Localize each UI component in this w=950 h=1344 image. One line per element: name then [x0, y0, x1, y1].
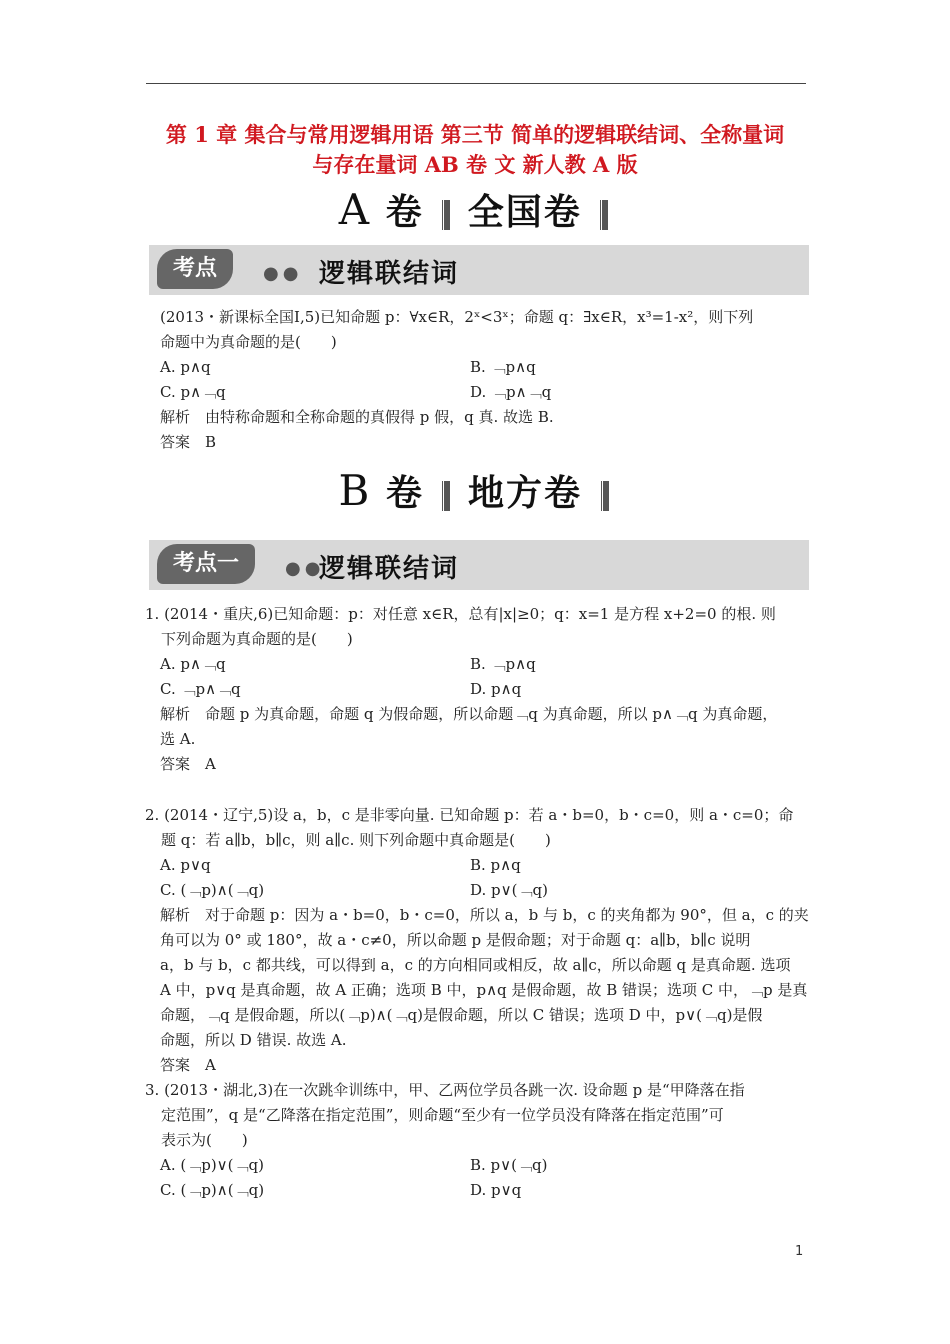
banner-dots: ●● [263, 263, 303, 284]
analysis [160, 702, 820, 752]
question-stem-line: 2. (2014・辽宁,5)设 a，b，c 是非零向量. 已知命题 p：若 a・b=0，b・c=0，则 a・c=0；命 [145, 806, 794, 824]
option-b: B. p∧q [470, 856, 521, 874]
question-stem-line: 定范围”，q 是“乙降落在指定范围”，则命题“至少有一位学员没有降落在指定范围”可 [161, 1106, 724, 1124]
question-stem-line: 命题中为真命题的是( ) [160, 333, 337, 351]
analysis-line: A 中，p∨q 是真命题，故 A 正确；选项 B 中，p∧q 是假命题，故 B 错误；选项 C 中，﹁p 是真 [160, 981, 808, 999]
volume-b-label: 地方卷 [467, 472, 582, 514]
banner-dots: ●● [285, 558, 325, 579]
analysis-line: 解析 命题 p 为真命题，命题 q 为假命题，所以命题﹁q 为真命题，所以 p∧﹁q 为真命题， [160, 705, 778, 723]
title-line-2: 与存在量词 AB 卷 文 新人教 A 版 [312, 152, 638, 177]
option-d: D. p∧q [470, 680, 522, 698]
volume-b-letter: B [338, 466, 372, 515]
question-stem-line: 下列命题为真命题的是( ) [161, 630, 353, 648]
question-a1-stem [160, 305, 820, 355]
volume-b-heading [0, 465, 950, 516]
banner-heading: 逻辑联结词 [319, 554, 460, 584]
analysis-line: 命题，所以 D 错误. 故选 A. [160, 1031, 347, 1049]
analysis-line: 命题，﹁q 是假命题，所以(﹁p)∧(﹁q)是假命题，所以 C 错误；选项 D 中，p∨(﹁q)是假 [160, 1006, 763, 1024]
question-stem-line: 表示为( ) [161, 1131, 248, 1149]
question-stem-line: 题 q：若 a∥b，b∥c，则 a∥c. 则下列命题中真命题是( ) [161, 831, 551, 849]
section-banner-b [149, 540, 809, 590]
banner-heading: 逻辑联结词 [319, 259, 460, 289]
answer: 答案 A [160, 755, 216, 773]
option-a: A. (﹁p)∨(﹁q) [160, 1156, 264, 1174]
analysis: 解析 由特称命题和全称命题的真假得 p 假，q 真. 故选 B. [160, 408, 554, 426]
volume-b-word: 卷 [385, 472, 424, 514]
volume-a-letter: A [338, 185, 372, 234]
option-c: C. p∧﹁q [160, 383, 226, 401]
option-a: A. p∧q [160, 358, 211, 376]
option-b: B. ﹁p∧q [470, 655, 536, 673]
section-banner-a [149, 245, 809, 295]
option-a: A. p∨q [160, 856, 211, 874]
header-rule [146, 83, 806, 84]
analysis-line: a，b 与 b，c 都共线，可以得到 a，c 的方向相同或相反，故 a∥c，所以命题 q 是真命题. 选项 [160, 956, 791, 974]
analysis [160, 903, 820, 1053]
answer: 答案 B [160, 433, 217, 451]
banner-tag: 考点 [157, 249, 233, 289]
title-line-1: 第 1 章 集合与常用逻辑用语 第三节 简单的逻辑联结词、全称量词 [165, 122, 785, 147]
divider-bar [599, 200, 608, 230]
document-title [120, 120, 830, 180]
volume-a-heading [0, 184, 950, 235]
option-d: D. p∨(﹁q) [470, 881, 548, 899]
analysis-line: 选 A. [160, 730, 196, 748]
option-b: B. p∨(﹁q) [470, 1156, 548, 1174]
volume-a-word: 卷 [385, 191, 424, 233]
option-b: B. ﹁p∧q [470, 358, 536, 376]
analysis-line: 角可以为 0° 或 180°，故 a・c≠0，所以命题 p 是假命题；对于命题 q：a∥b，b∥c 说明 [160, 931, 751, 949]
question-stem-line: 3. (2013・湖北,3)在一次跳伞训练中，甲、乙两位学员各跳一次. 设命题 p 是“甲降落在指 [145, 1081, 745, 1099]
question-b3-stem [145, 1078, 805, 1153]
banner-tag: 考点一 [157, 544, 255, 584]
divider-bar [441, 200, 450, 230]
option-a: A. p∧﹁q [160, 655, 226, 673]
option-d: D. p∨q [470, 1181, 522, 1199]
question-stem-line: (2013・新课标全国Ⅰ,5)已知命题 p：∀x∈R，2ˣ<3ˣ；命题 q：∃x∈R，x³=1-x²，则下列 [160, 308, 754, 326]
option-c: C. ﹁p∧﹁q [160, 680, 241, 698]
analysis-line: 解析 对于命题 p：因为 a・b=0，b・c=0，所以 a，b 与 b，c 的夹角都为 90°，但 a，c 的夹 [160, 906, 809, 924]
volume-a-label: 全国卷 [467, 191, 582, 233]
option-d: D. ﹁p∧﹁q [470, 383, 552, 401]
option-c: C. (﹁p)∧(﹁q) [160, 1181, 265, 1199]
answer: 答案 A [160, 1056, 216, 1074]
option-c: C. (﹁p)∧(﹁q) [160, 881, 265, 899]
question-b2-stem [145, 803, 805, 853]
question-stem-line: 1. (2014・重庆,6)已知命题：p：对任意 x∈R，总有|x|≥0；q：x=1 是方程 x+2=0 的根. 则 [145, 605, 776, 623]
divider-bar [600, 481, 609, 511]
question-b1-stem [145, 602, 805, 652]
page-number: 1 [795, 1244, 804, 1259]
divider-bar [441, 481, 450, 511]
